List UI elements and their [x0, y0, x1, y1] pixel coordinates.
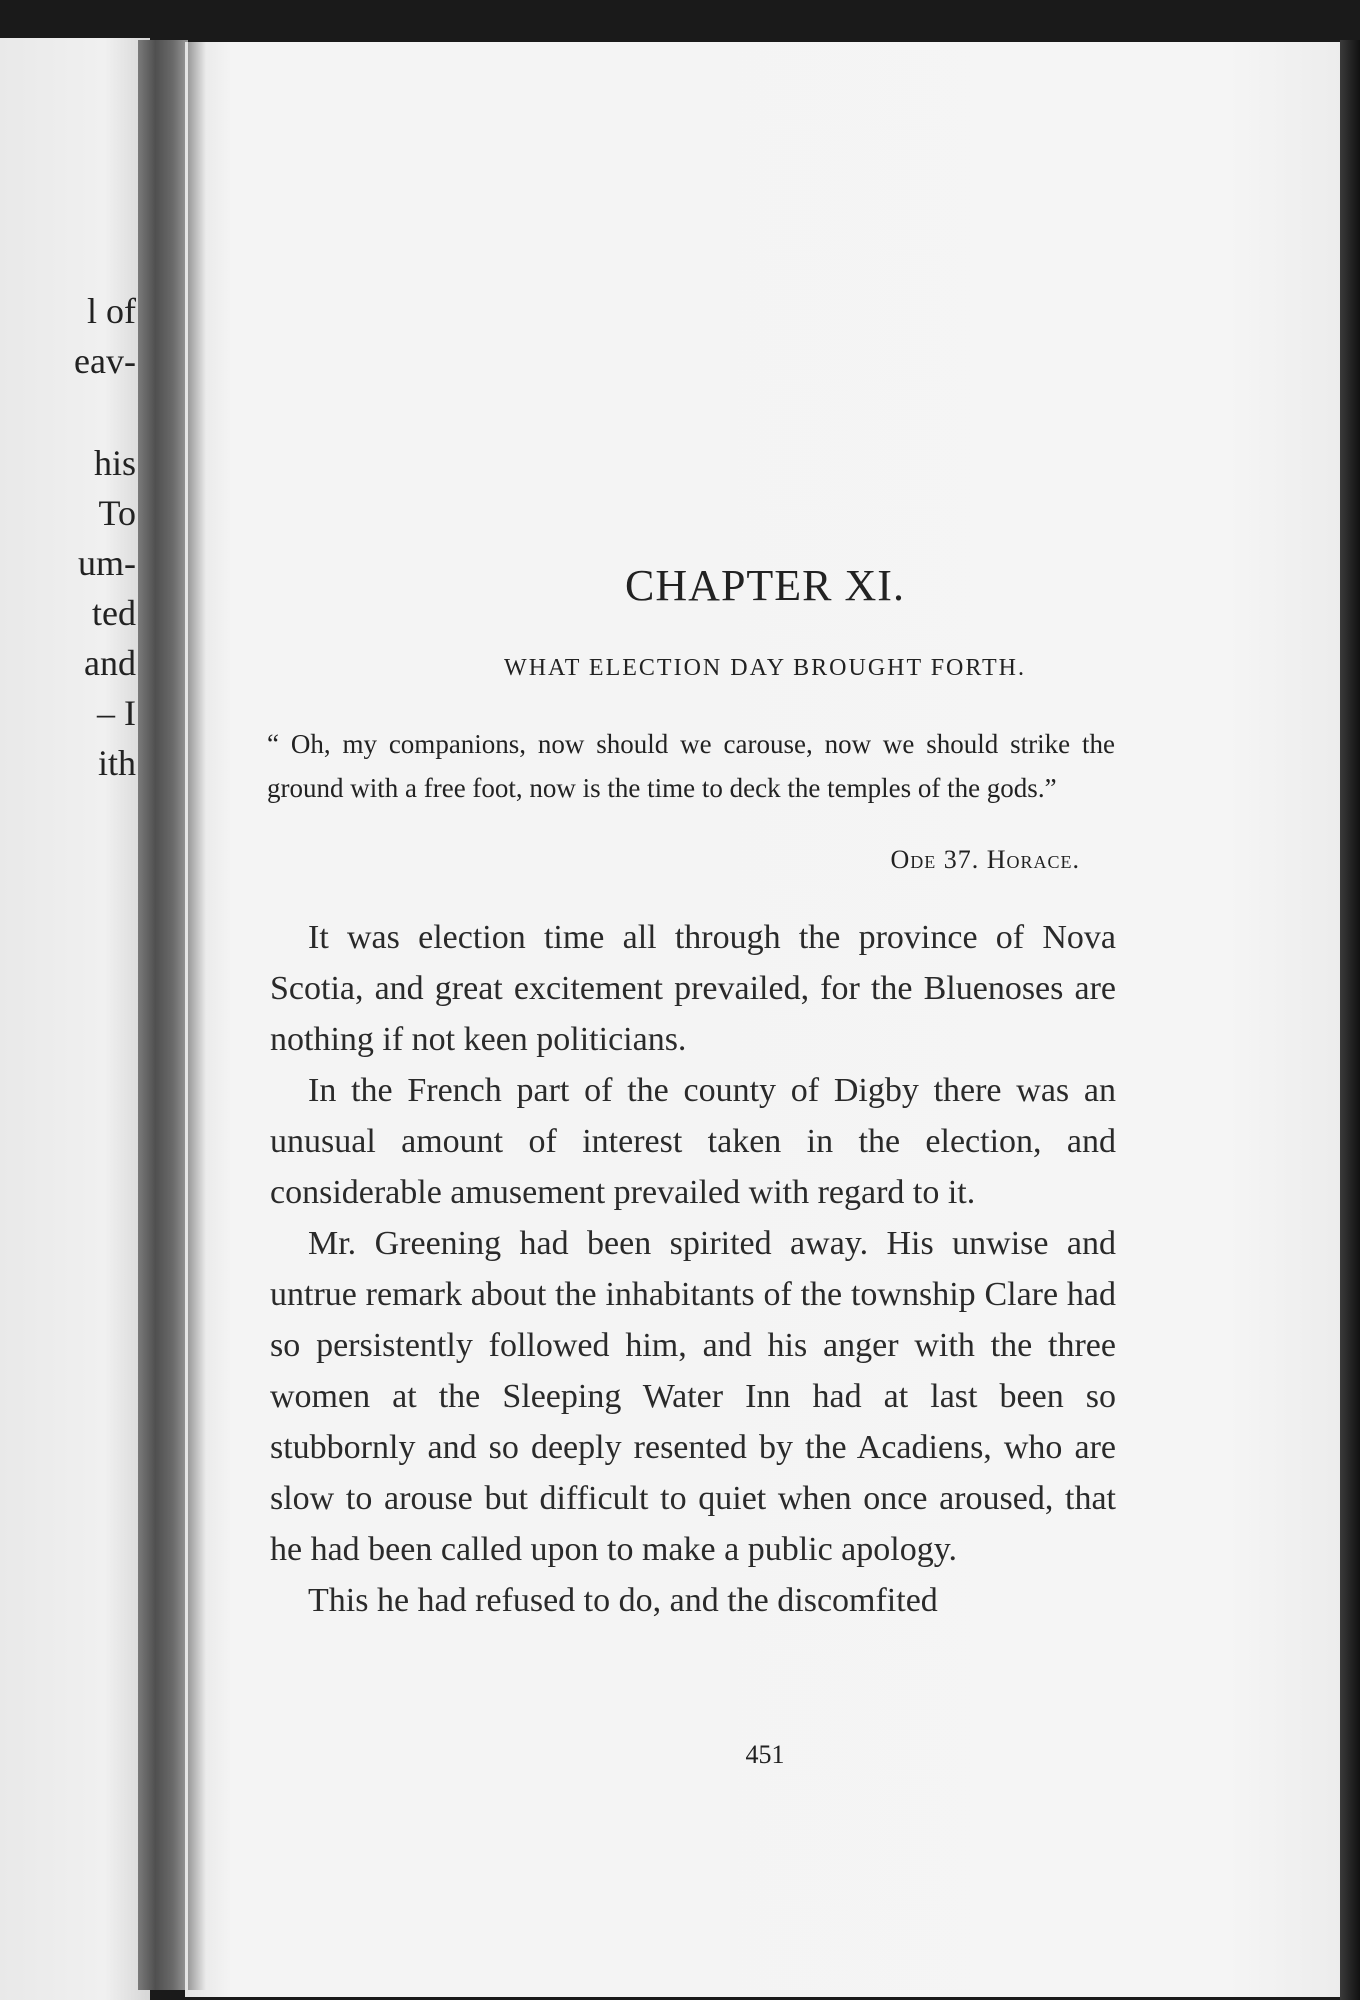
- facing-page-line: – I: [97, 693, 136, 733]
- paragraph: In the French part of the county of Digby there was an unusual amount of interest taken in the election, and considerable amusement prevailed with regard to it.: [270, 1072, 1116, 1211]
- page-number: 451: [745, 1740, 785, 1769]
- facing-page-line: and: [84, 643, 136, 683]
- facing-page-line: l of: [87, 291, 136, 331]
- chapter-subtitle: WHAT ELECTION DAY BROUGHT FORTH.: [504, 655, 1026, 681]
- facing-page-line: To: [98, 493, 136, 533]
- facing-page-line: um-: [78, 543, 136, 583]
- book-gutter: [138, 40, 188, 1990]
- facing-page-line: eav-: [74, 341, 136, 381]
- page-edge: [1340, 40, 1360, 2000]
- gutter-shadow: [188, 42, 206, 1990]
- facing-page-left: [0, 38, 150, 2000]
- epigraph-quote: “ Oh, my companions, now should we carouse, now we should strike the ground with a free foot, now is the time to deck the temples of the gods.”: [267, 729, 1115, 803]
- facing-page-line: his: [93, 443, 136, 483]
- epigraph-source: Ode 37. Horace.: [890, 845, 1080, 874]
- paragraph: Mr. Greening had been spirited away. His unwise and untrue remark about the inhabitants of the township Clare had so persistently followed him, and his anger with the three women at the Sleeping Water Inn had at last been so stubbornly and so deeply resented by the Acadiens, who are slow to arouse but difficult to quiet when once aroused, that he had been called upon to make a public apology.: [270, 1225, 1116, 1568]
- chapter-body: [270, 912, 1116, 1626]
- facing-page-line: ted: [92, 593, 136, 633]
- paragraph: This he had refused to do, and the discomfited: [308, 1582, 938, 1619]
- facing-page-line: ith: [97, 743, 136, 783]
- chapter-title: CHAPTER XI.: [625, 561, 905, 610]
- paragraph: It was election time all through the province of Nova Scotia, and great excitement prevailed, for the Bluenoses are nothing if not keen politicians.: [270, 919, 1116, 1058]
